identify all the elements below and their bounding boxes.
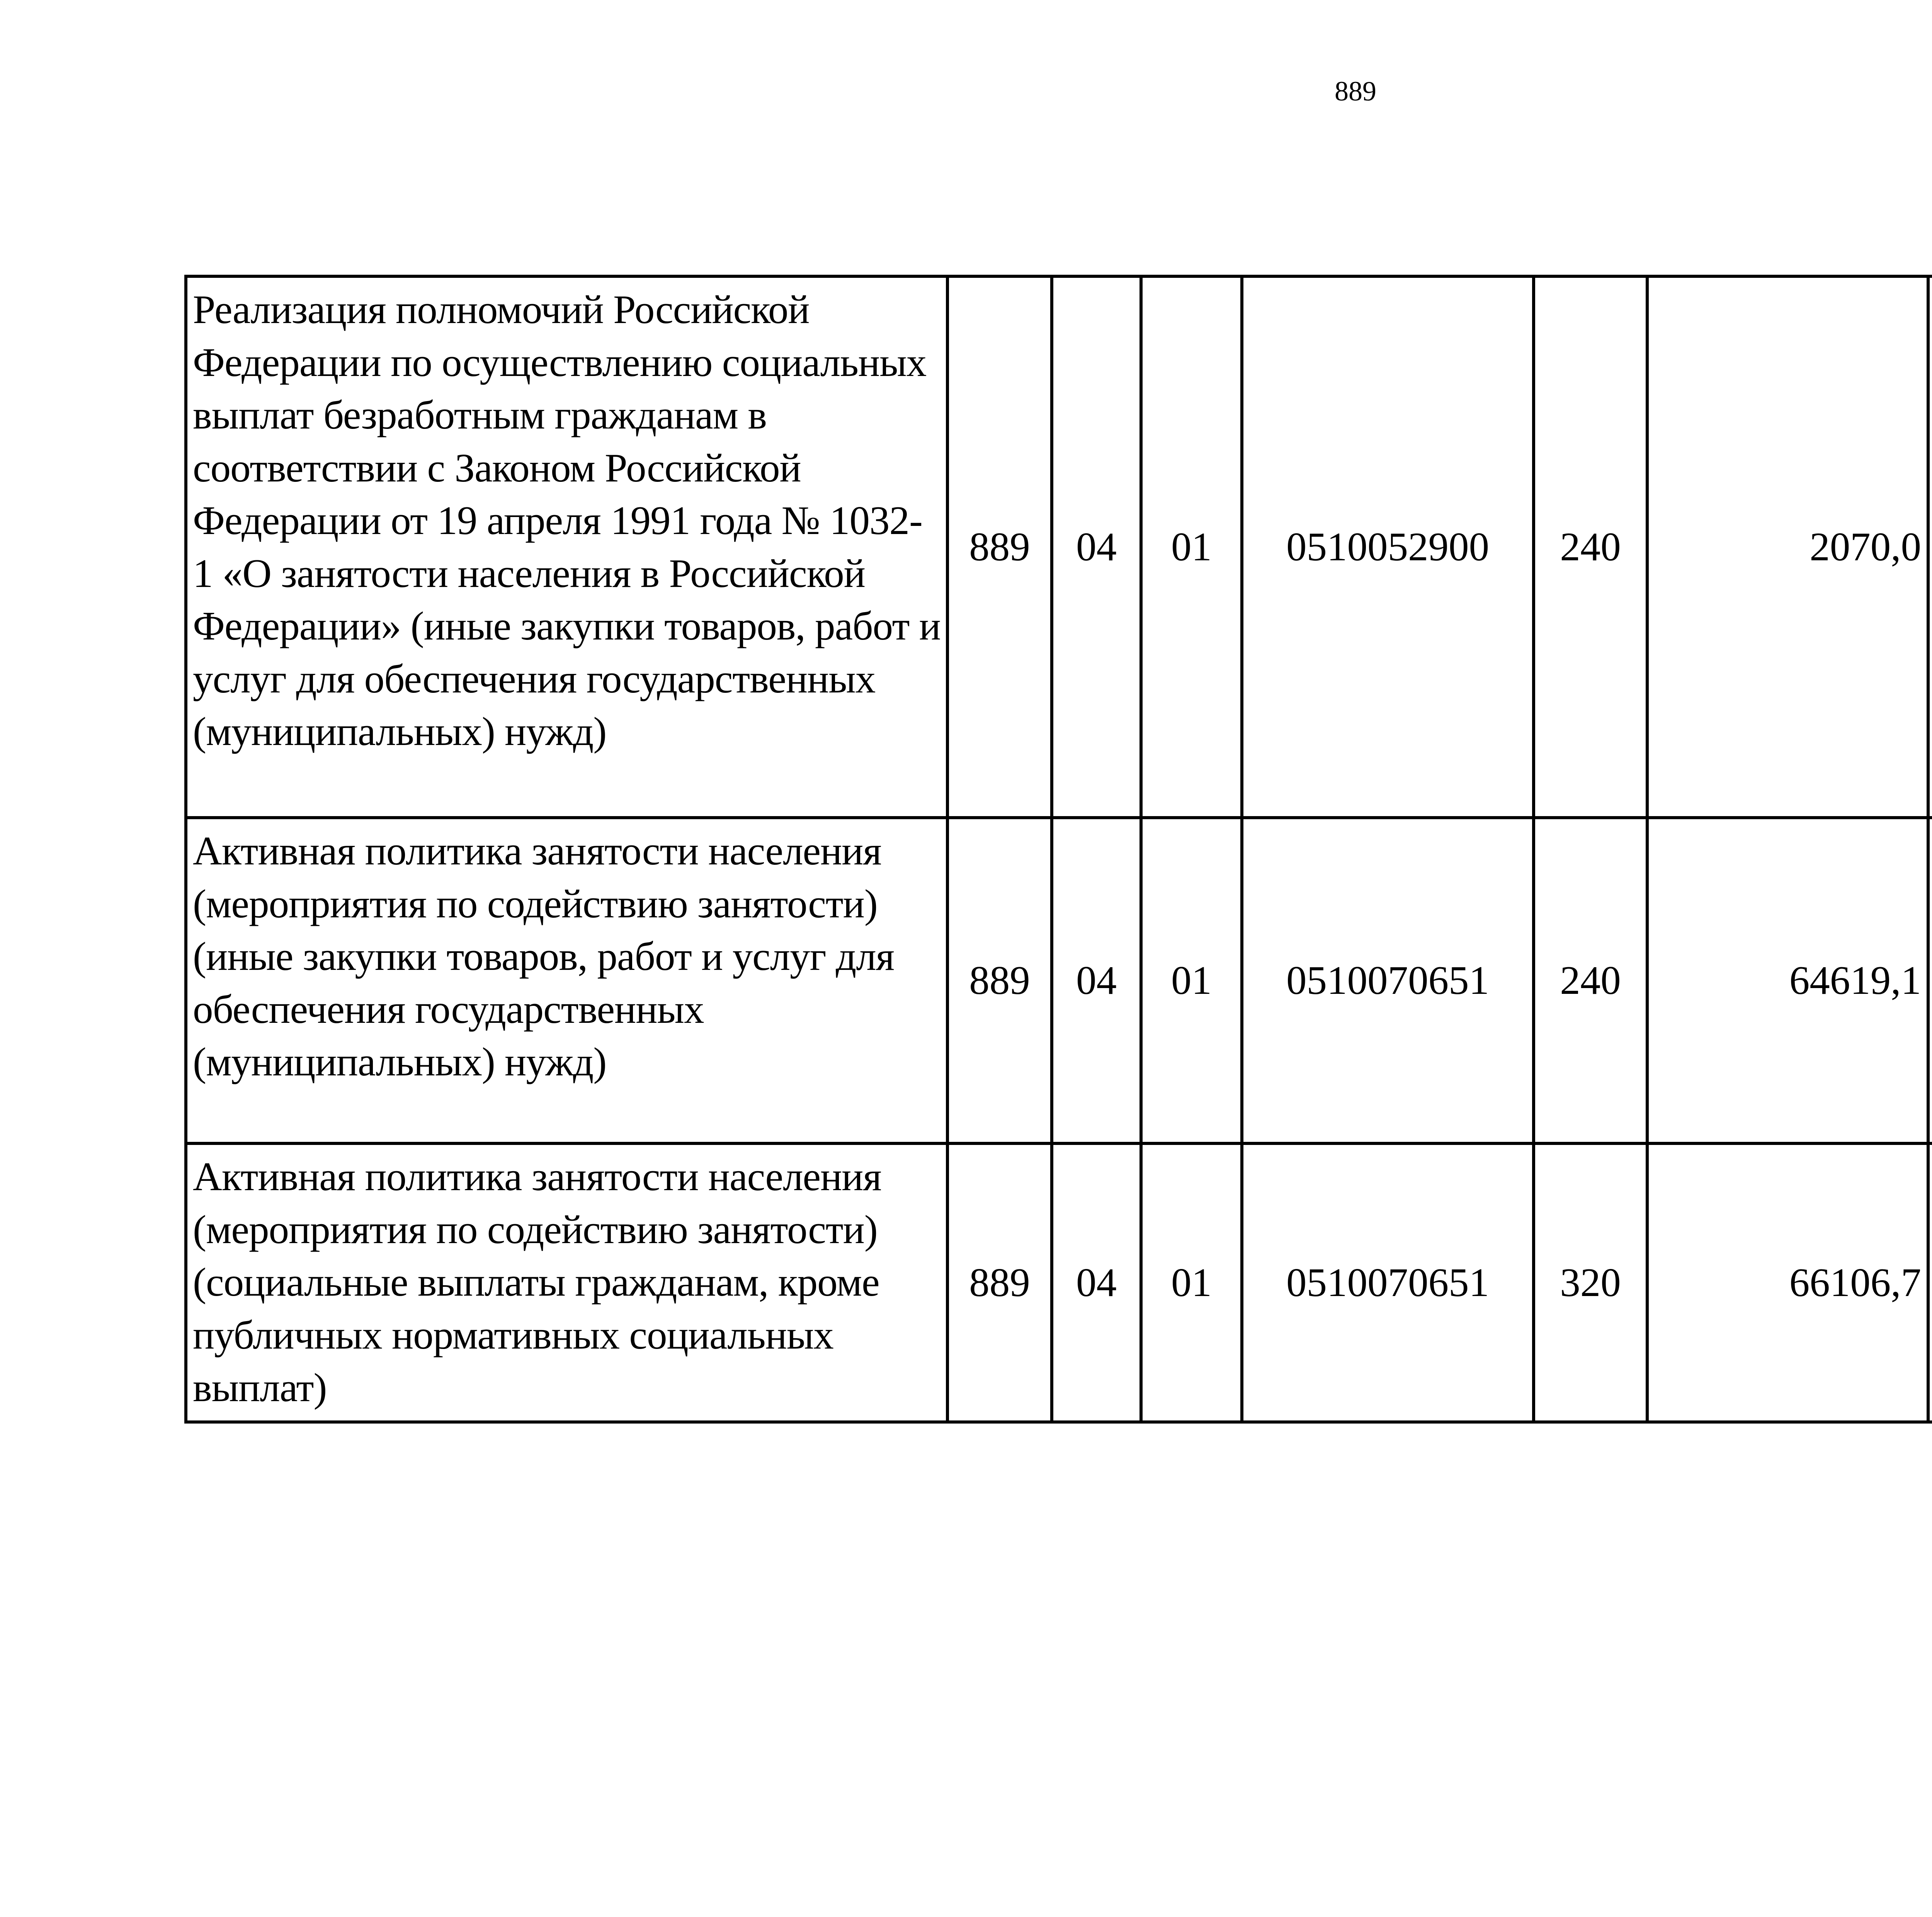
row-description: Активная политика занятости населения (мероприятия по содействию занятости) (социальные выплаты гражданам, кроме публичных нормативных социальных выплат) bbox=[186, 1143, 947, 1422]
row-description: Реализация полномочий Российской Федерации по осуществлению социальных выплат безработным гражданам в соответствии с Законом Российской Федерации от 19 апреля 1991 года № 1032-1 «О занятости населения в Российской Федерации» (иные закупки товаров, работ и услуг для обеспечения государственных (муниципальных) нужд) bbox=[186, 276, 947, 818]
amount-1: 66106,7 bbox=[1647, 1143, 1928, 1422]
amount-1: 2070,0 bbox=[1647, 276, 1928, 818]
ministry-code: 889 bbox=[947, 276, 1052, 818]
ministry-code: 889 bbox=[947, 1143, 1052, 1422]
section-code: 04 bbox=[1052, 1143, 1141, 1422]
expense-type-code: 240 bbox=[1534, 818, 1647, 1143]
amount-1: 64619,1 bbox=[1647, 818, 1928, 1143]
ministry-code: 889 bbox=[947, 818, 1052, 1143]
table-row bbox=[186, 276, 1932, 818]
target-article-code: 0510052900 bbox=[1242, 276, 1534, 818]
subsection-code: 01 bbox=[1141, 1143, 1242, 1422]
expense-type-code: 240 bbox=[1534, 276, 1647, 818]
table-row bbox=[186, 818, 1932, 1143]
section-code: 04 bbox=[1052, 818, 1141, 1143]
target-article-code: 0510070651 bbox=[1242, 818, 1534, 1143]
row-description: Активная политика занятости населения (мероприятия по содействию занятости) (иные закупки товаров, работ и услуг для обеспечения государственных (муниципальных) нужд) bbox=[186, 818, 947, 1143]
table-row bbox=[186, 1143, 1932, 1422]
section-code: 04 bbox=[1052, 276, 1141, 818]
budget-table bbox=[184, 275, 1932, 1424]
subsection-code: 01 bbox=[1141, 818, 1242, 1143]
expense-type-code: 320 bbox=[1534, 1143, 1647, 1422]
amount-2 bbox=[1928, 276, 1932, 818]
amount-2 bbox=[1928, 1143, 1932, 1422]
page-number: 889 bbox=[1335, 76, 1376, 107]
target-article-code: 0510070651 bbox=[1242, 1143, 1534, 1422]
subsection-code: 01 bbox=[1141, 276, 1242, 818]
amount-2 bbox=[1928, 818, 1932, 1143]
